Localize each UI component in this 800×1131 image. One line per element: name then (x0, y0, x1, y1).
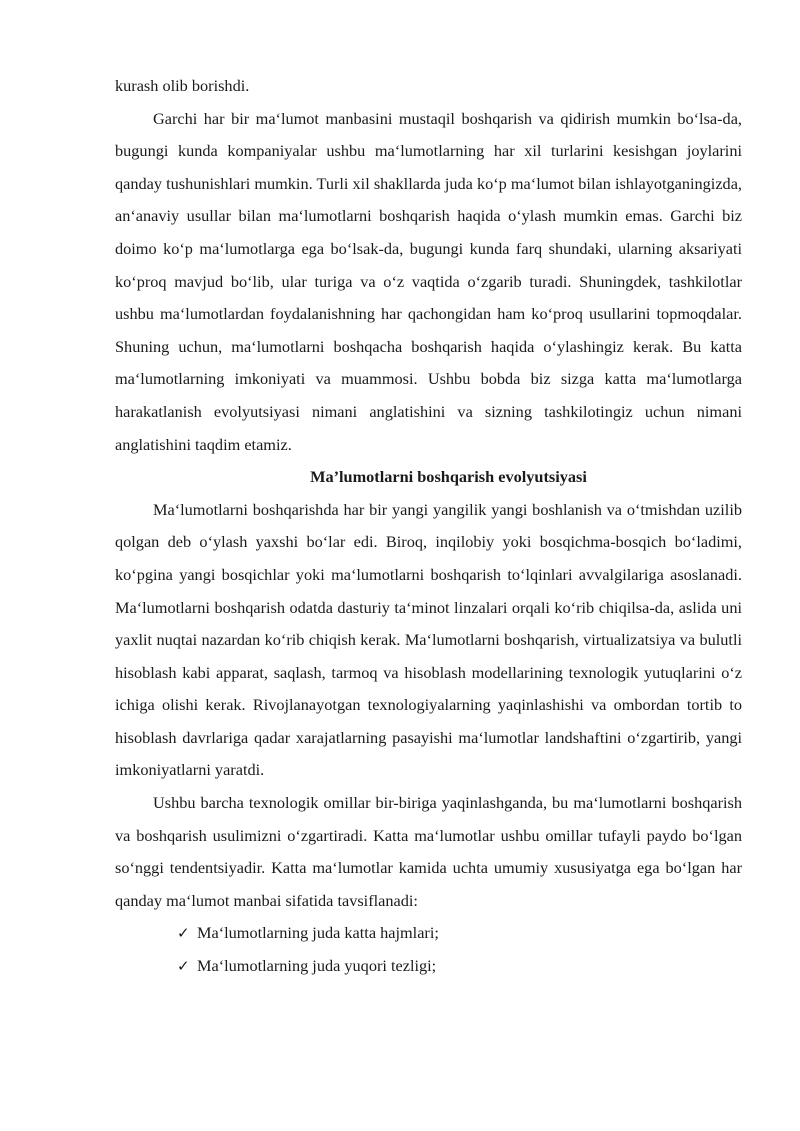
list-item-text: Ma‘lumotlarning juda yuqori tezligi; (197, 956, 437, 976)
paragraph-continuation: kurash olib borishdi. (115, 76, 250, 95)
list-item (177, 917, 742, 950)
section-heading: Ma’lumotlarni boshqarish evolyutsiyasi (310, 467, 587, 487)
paragraph-intro: Garchi har bir ma‘lumot manbasini mustaqil boshqarish va qidirish mumkin bo‘lsa-da, bugungi kunda kompaniyalar ushbu ma‘lumotlarning har xil turlarini kesishgan joylarini qanday tushunishlari mumkin. Turli xil shakllarda juda ko‘p ma‘lumot bilan ishlayotganingizda, an‘anaviy usullar bilan ma‘lumotlarni boshqarish haqida o‘ylash mumkin emas. Garchi biz doimo ko‘p ma‘lumotlarga ega bo‘lsak-da, bugungi kunda farq shundaki, ularning aksariyati ko‘proq mavjud bo‘lib, ular turiga va o‘z vaqtida o‘zgarib turadi. Shuningdek, tashkilotlar ushbu ma‘lumotlardan foydalanishning har qachongidan ham ko‘proq usullarini topmoqdalar. Shuning uchun, ma‘lumotlarni boshqacha boshqarish haqida o‘ylashingiz kerak. Bu katta ma‘lumotlarning imkoniyati va muammosi. Ushbu bobda biz sizga katta ma‘lumotlarga harakatlanish evolyutsiyasi nimani anglatishini va sizning tashkilotingiz uchun nimani anglatishini taqdim etamiz. (115, 108, 742, 454)
paragraph-evolution: Ma‘lumotlarni boshqarishda har bir yangi yangilik yangi boshlanish va o‘tmishdan uzilib qolgan deb o‘ylash yaxshi bo‘lar edi. Biroq, inqilobiy yoki bosqichma-bosqich bo‘ladimi, ko‘pgina yangi bosqichlar yoki ma‘lumotlarni boshqarish to‘lqinlari avvalgilariga asoslanadi. Ma‘lumotlarni boshqarish odatda dasturiy ta‘minot linzalari orqali ko‘rib chiqilsa-da, aslida uni yaxlit nuqtai nazardan ko‘rib chiqish kerak. Ma‘lumotlarni boshqarish, virtualizatsiya va bulutli hisoblash kabi apparat, saqlash, tarmoq va hisoblash modellarining texnologik yutuqlarini o‘z ichiga olishi kerak. Rivojlanayotgan texnologiyalarning yaqinlashishi va ombordan tortib to hisoblash davrlariga qadar xarajatlarning pasayishi ma‘lumotlar landshaftini o‘zgartirib, yangi imkoniyatlarni yaratdi. (115, 499, 742, 780)
list-item (177, 950, 742, 983)
checkmark-icon: ✓ (177, 924, 190, 943)
checkmark-icon: ✓ (177, 957, 190, 976)
list-item-text: Ma‘lumotlarning juda katta hajmlari; (197, 923, 439, 943)
paragraph-big-data: Ushbu barcha texnologik omillar bir-biriga yaqinlashganda, bu ma‘lumotlarni boshqarish va boshqarish usulimizni o‘zgartiradi. Katta ma‘lumotlar ushbu omillar tufayli paydo bo‘lgan so‘nggi tendentsiyadir. Katta ma‘lumotlar kamida uchta umumiy xususiyatga ega bo‘lgan har qanday ma‘lumot manbai sifatida tavsiflanadi: (115, 793, 742, 910)
document-page (115, 70, 742, 983)
characteristics-list (115, 917, 742, 982)
